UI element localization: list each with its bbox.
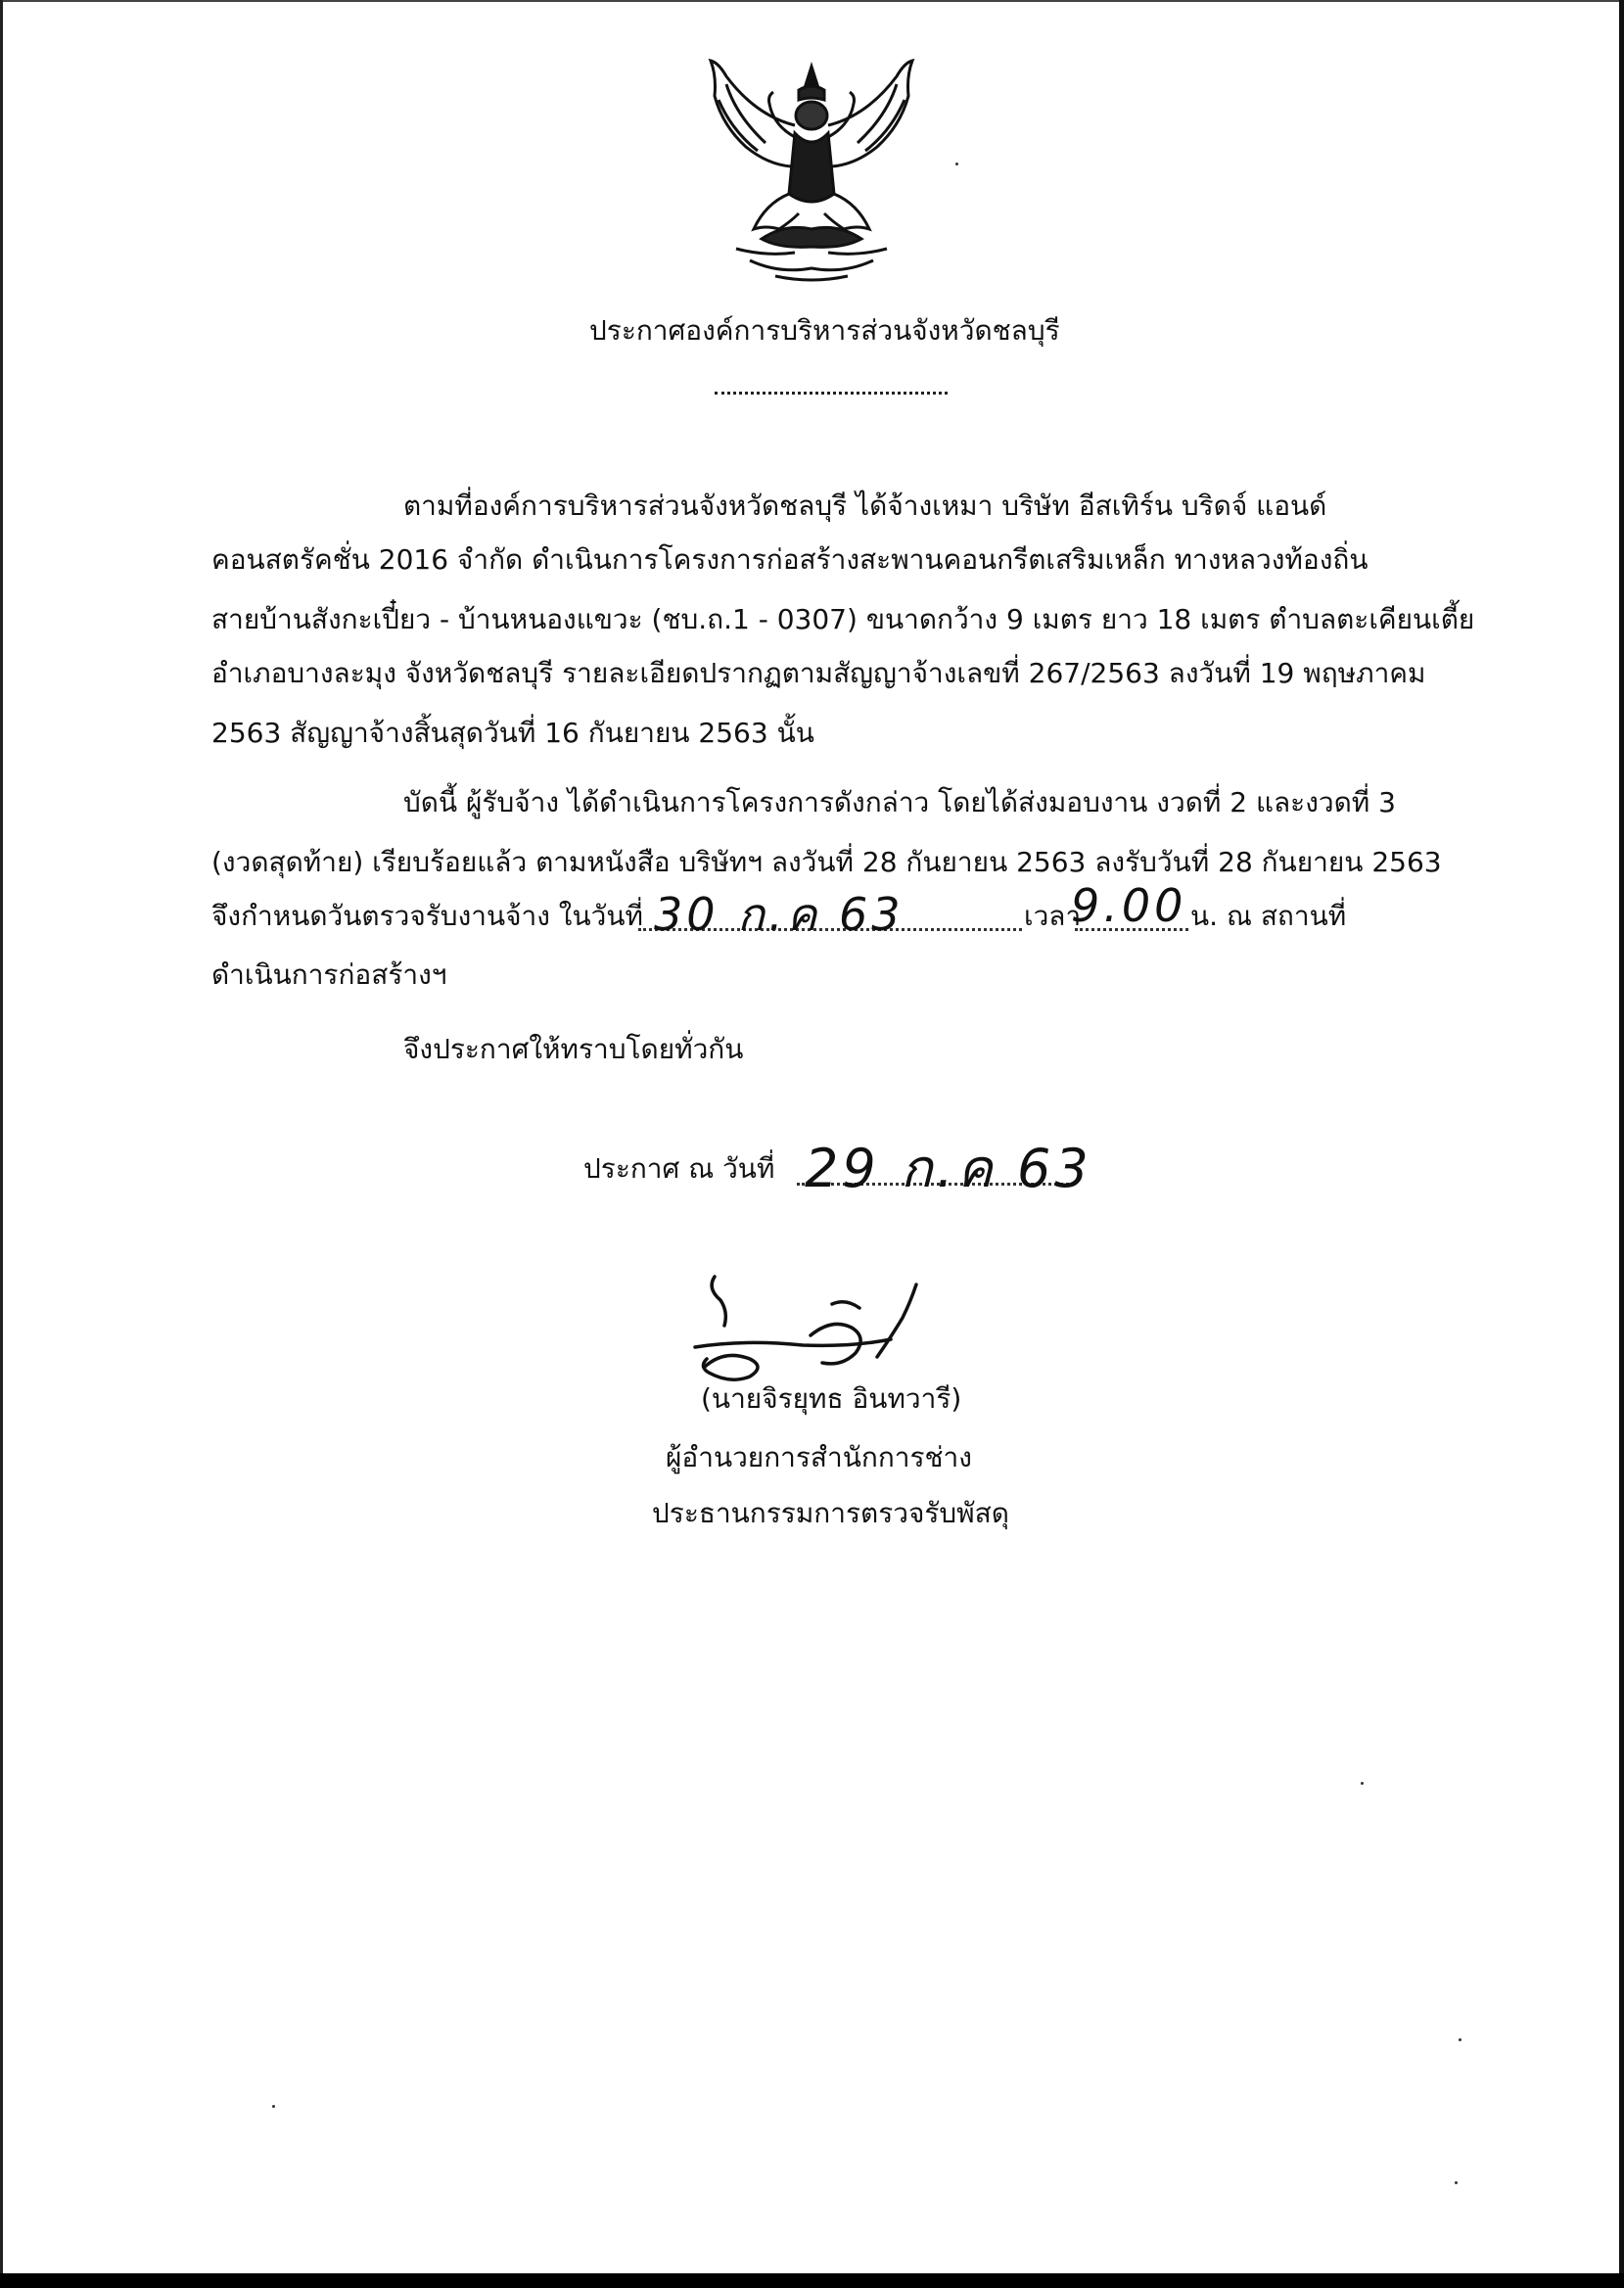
- scan-speck: [1455, 2181, 1458, 2184]
- paragraph-2-line-1: บัดนี้ ผู้รับจ้าง ได้ดำเนินการโครงการดังกล่าว โดยได้ส่งมอบงาน งวดที่ 2 และงวดที่ 3: [403, 786, 1396, 818]
- scan-speck: [272, 2105, 275, 2108]
- time-suffix: น. ณ สถานที่: [1190, 900, 1347, 932]
- announced-label: ประกาศ ณ วันที่: [583, 1152, 775, 1185]
- signature-icon: [685, 1269, 979, 1396]
- document-title: ประกาศองค์การบริหารส่วนจังหวัดชลบุรี: [589, 314, 1060, 347]
- scan-speck: [955, 163, 958, 165]
- garuda-emblem-icon: [697, 57, 926, 284]
- time-label: เวลา: [1024, 900, 1082, 932]
- paragraph-1-line-2: คอนสตรัคชั่น 2016 จำกัด ดำเนินการโครงการก่อสร้างสะพานคอนกรีตเสริมเหล็ก ทางหลวงท้องถิ่น: [211, 543, 1369, 576]
- announced-date-handwritten: 29 ก.ค 63: [805, 1138, 1092, 1199]
- signer-position: ผู้อำนวยการสำนักการช่าง: [666, 1441, 972, 1473]
- scan-speck: [1361, 1782, 1364, 1785]
- signer-name: (นายจิรยุทธ อินทวารี): [701, 1382, 962, 1415]
- scan-edge-top: [0, 0, 1624, 2]
- scan-speck: [1459, 2038, 1462, 2041]
- announce-text: จึงประกาศให้ทราบโดยทั่วกัน: [403, 1033, 744, 1065]
- scan-edge-bottom: [0, 2273, 1624, 2288]
- paragraph-1-line-1: ตามที่องค์การบริหารส่วนจังหวัดชลบุรี ได้จ้างเหมา บริษัท อีสเทิร์น บริดจ์ แอนด์: [403, 490, 1327, 522]
- title-rule: [715, 392, 948, 395]
- paragraph-1-line-5: 2563 สัญญาจ้างสิ้นสุดวันที่ 16 กันยายน 2563 นั้น: [211, 717, 814, 749]
- inspect-date-handwritten: 30 ก.ค 63: [654, 888, 905, 941]
- signer-role: ประธานกรรมการตรวจรับพัสดุ: [652, 1497, 1009, 1529]
- inspect-place: ดำเนินการก่อสร้างฯ: [211, 958, 447, 991]
- paragraph-2-line-2: (งวดสุดท้าย) เรียบร้อยแล้ว ตามหนังสือ บริษัทฯ ลงวันที่ 28 กันยายน 2563 ลงรับวันที่ 28 กันยายน 2563: [211, 846, 1442, 878]
- scan-edge-left: [0, 0, 3, 2288]
- inspect-prefix: จึงกำหนดวันตรวจรับงานจ้าง ในวันที่: [211, 900, 643, 932]
- paragraph-1-line-3: สายบ้านสังกะเปี๋ยว - บ้านหนองแขวะ (ชบ.ถ.1 - 0307) ขนาดกว้าง 9 เมตร ยาว 18 เมตร ตำบลตะเคียนเตี้ย: [211, 603, 1475, 635]
- paragraph-1-line-4: อำเภอบางละมุง จังหวัดชลบุรี รายละเอียดปรากฏตามสัญญาจ้างเลขที่ 267/2563 ลงวันที่ 19 พฤษภาคม: [211, 657, 1426, 689]
- inspect-time-handwritten: 9.00: [1071, 879, 1187, 932]
- scan-edge-right: [1619, 0, 1624, 2288]
